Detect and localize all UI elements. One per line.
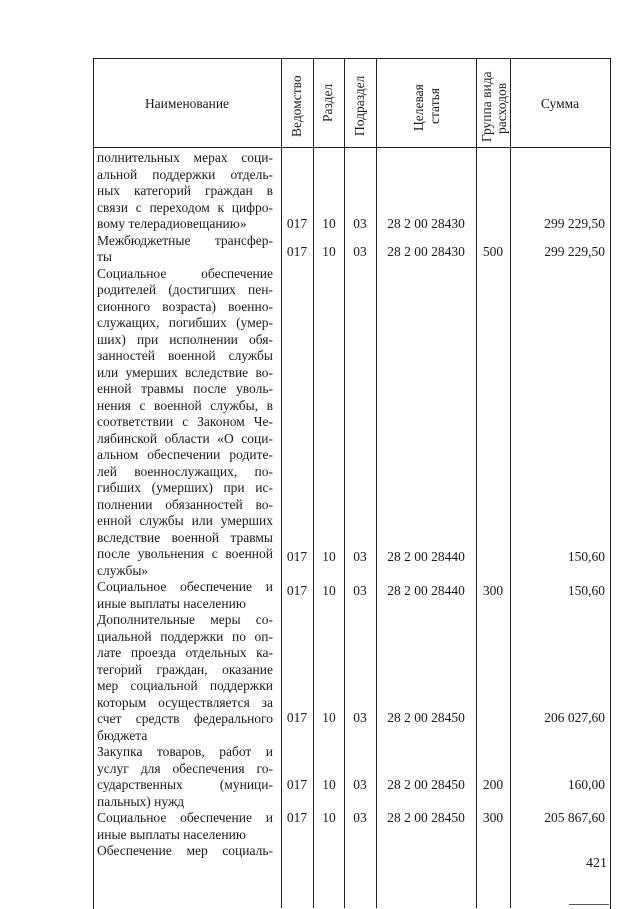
header-vedomstvo: Ведомство (289, 75, 304, 137)
page-number: 421 (586, 856, 607, 871)
cell-summa: 205 867,60 (544, 810, 605, 825)
name-line: после увольнения с военной (97, 546, 273, 561)
cell-vedomstvo: 017 (286, 777, 308, 792)
name-line: ных категорий граждан в (97, 183, 273, 198)
header-divider (93, 147, 610, 148)
cell-celevaya: 28 2 00 28450 (387, 810, 465, 825)
name-line: альном обеспечении родите- (97, 447, 273, 462)
cell-podrazdel: 03 (353, 216, 367, 231)
cell-celevaya: 28 2 00 28450 (387, 777, 465, 792)
cell-podrazdel: 03 (353, 710, 367, 725)
cell-vedomstvo: 017 (286, 810, 308, 825)
header-gruppa-line1: Группа вида (479, 71, 494, 142)
cell-gruppa: 300 (482, 583, 504, 598)
cell-summa: 299 229,50 (544, 244, 605, 259)
name-line: гибших (умерших) при ис- (97, 480, 273, 495)
name-line: соответствии с Законом Че- (97, 414, 273, 429)
name-line: Социальное обеспечение (97, 265, 273, 281)
name-line: ты (97, 249, 112, 264)
header-celevaya-line2: статья (427, 88, 442, 124)
header-celevaya-line1: Целевая (411, 84, 426, 131)
name-line: сионного возраста) военно- (97, 298, 273, 314)
name-line: циальной поддержки по оп- (97, 628, 273, 644)
cell-vedomstvo: 017 (286, 244, 308, 259)
name-line: бюджета (97, 727, 148, 743)
cell-vedomstvo: 017 (286, 216, 308, 231)
name-line: занностей военной службы (97, 348, 273, 363)
cell-podrazdel: 03 (353, 810, 367, 825)
name-line: иные выплаты населению (97, 595, 246, 611)
cell-razdel: 10 (322, 549, 336, 564)
name-line: Социальное обеспечение и (97, 810, 273, 825)
cell-gruppa: 200 (482, 777, 504, 792)
name-line: лате проезда отдельных ка- (97, 645, 273, 660)
name-line: полнении обязанностей во- (97, 496, 273, 512)
cell-razdel: 10 (322, 583, 336, 598)
name-line: связи с переходом к цифро- (97, 199, 273, 215)
name-line: Дополнительные меры со- (97, 612, 273, 627)
name-line: Обеспечение мер социаль- (97, 843, 273, 858)
cell-celevaya: 28 2 00 28440 (387, 583, 465, 598)
name-line: сударственных (муници- (97, 777, 273, 792)
cell-celevaya: 28 2 00 28450 (387, 710, 465, 725)
name-line: Межбюджетные трансфер- (97, 232, 273, 248)
cell-podrazdel: 03 (353, 244, 367, 259)
header-gruppa-line2: расходов (494, 82, 509, 134)
name-line: услуг для обеспечения го- (97, 760, 273, 776)
name-line: нения с военной службы, в (97, 397, 273, 413)
name-line: лей военнослужащих, по- (97, 463, 273, 479)
name-line: родителей (достигших пен- (97, 282, 273, 297)
name-line: лябинской области «О соци- (97, 430, 273, 446)
cell-summa: 150,60 (567, 583, 605, 598)
header-razdel: Раздел (320, 83, 335, 122)
name-line: иные выплаты населению (97, 826, 246, 842)
name-line: службы» (97, 562, 149, 578)
name-line: тегорий граждан, оказание (97, 661, 273, 677)
header-summa: Сумма (540, 96, 580, 111)
name-line: Социальное обеспечение и (97, 579, 273, 594)
name-line: мер социальной поддержки (97, 678, 273, 693)
name-line: пальных) нужд (97, 793, 185, 809)
cell-razdel: 10 (322, 777, 336, 792)
cell-gruppa: 500 (482, 244, 504, 259)
name-line: енной травмы после уволь- (97, 381, 273, 396)
cell-celevaya: 28 2 00 28430 (387, 244, 465, 259)
name-line: которым осуществляется за (97, 694, 273, 710)
cell-razdel: 10 (322, 710, 336, 725)
header-podrazdel: Подраздел (352, 75, 367, 136)
name-line: или умерших вследствие во- (97, 364, 273, 380)
name-line: счет средств федерального (97, 711, 273, 726)
header-name: Наименование (144, 96, 230, 111)
cell-razdel: 10 (322, 810, 336, 825)
name-line: ших) при исполнении обя- (97, 331, 273, 347)
cell-podrazdel: 03 (353, 777, 367, 792)
cell-summa: 299 229,50 (544, 216, 605, 231)
name-line: альной поддержки отдель- (97, 166, 273, 182)
cell-razdel: 10 (322, 244, 336, 259)
cell-summa: 160,00 (567, 777, 605, 792)
cell-gruppa: 300 (482, 810, 504, 825)
name-line: вому телерадиовещанию» (97, 216, 247, 231)
cell-vedomstvo: 017 (286, 549, 308, 564)
name-line: вследствие военной травмы (97, 529, 273, 545)
cell-podrazdel: 03 (353, 549, 367, 564)
cell-celevaya: 28 2 00 28430 (387, 216, 465, 231)
cell-vedomstvo: 017 (286, 583, 308, 598)
cell-summa: 150,60 (567, 549, 605, 564)
cell-razdel: 10 (322, 216, 336, 231)
name-line: Закупка товаров, работ и (97, 744, 273, 759)
cell-podrazdel: 03 (353, 583, 367, 598)
name-line: полнительных мерах соци- (97, 150, 273, 165)
cell-vedomstvo: 017 (286, 710, 308, 725)
cell-celevaya: 28 2 00 28440 (387, 549, 465, 564)
cell-summa: 206 027,60 (544, 710, 605, 725)
name-line: служащих, погибших (умер- (97, 315, 273, 330)
name-line: енной службы или умерших (97, 513, 273, 528)
